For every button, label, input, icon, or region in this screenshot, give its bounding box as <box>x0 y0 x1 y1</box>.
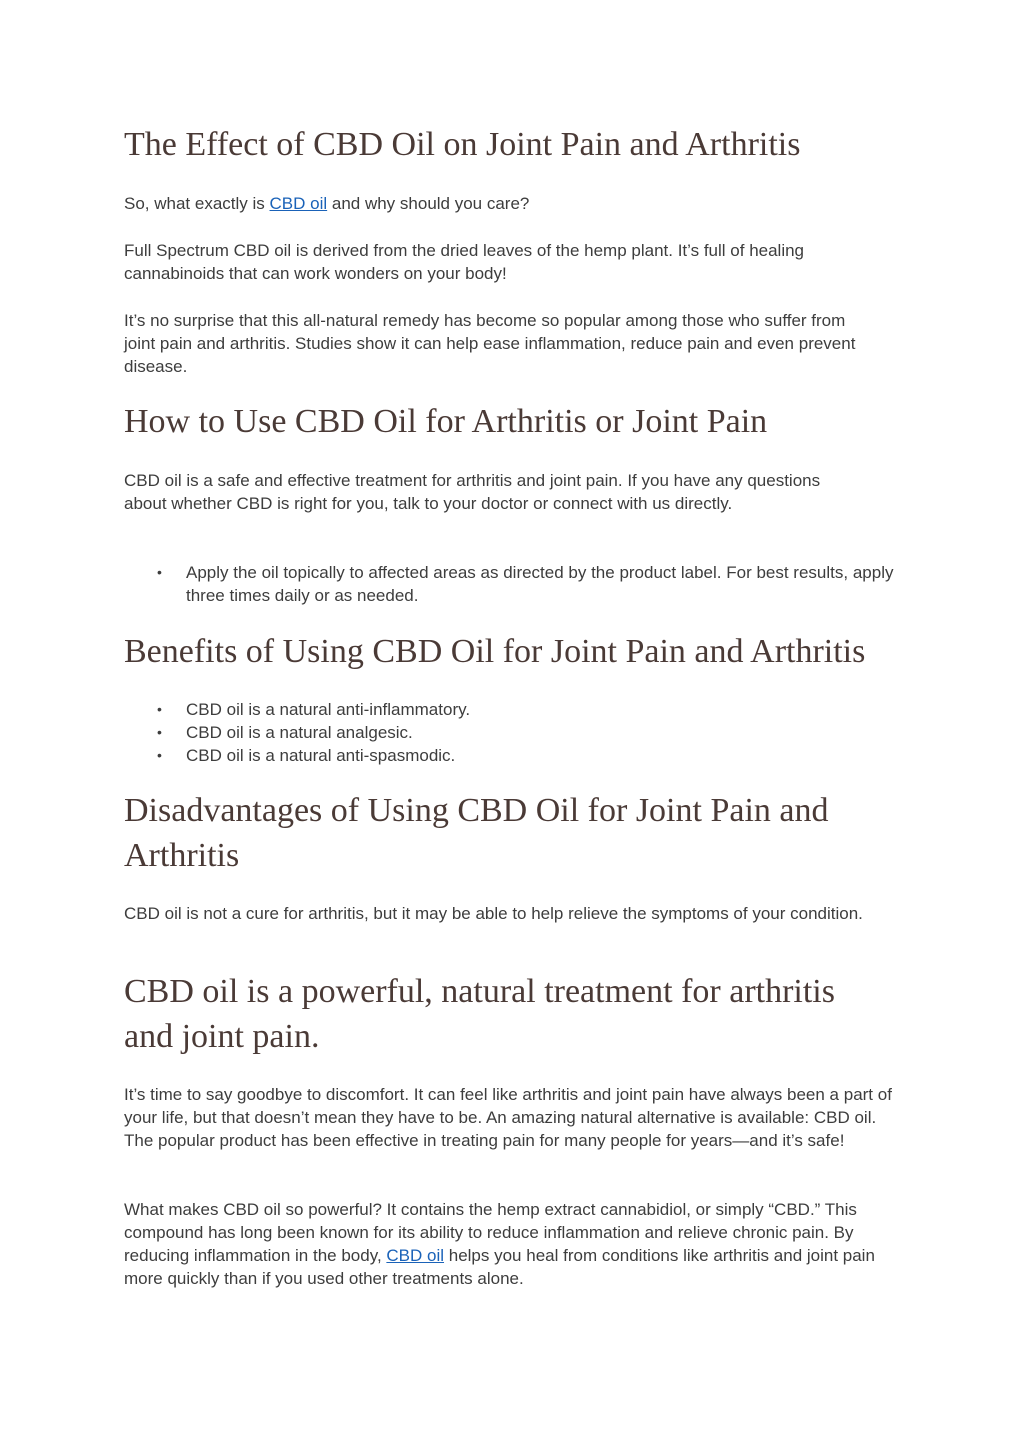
list-item-text: Apply the oil topically to affected areas as directed by the product label. For best results, apply three times daily or as needed. <box>186 563 894 605</box>
goodbye-discomfort-paragraph: It’s time to say goodbye to discomfort. It can feel like arthritis and joint pain have always been a part of your life, but that doesn’t mean they have to be. An amazing natural alternative is available: CBD oil. The popular product has been effective in treating pain for many people for years—and it’s safe! <box>124 1085 892 1150</box>
bullet-icon: • <box>157 747 162 763</box>
list-item-text: CBD oil is a natural analgesic. <box>186 723 413 742</box>
bullet-icon: • <box>157 724 162 740</box>
list-item <box>124 561 904 607</box>
intro-question <box>124 192 899 215</box>
bullet-icon: • <box>157 564 162 580</box>
heading-how-to-use: How to Use CBD Oil for Arthritis or Joint Pain <box>124 403 768 440</box>
powerful-text-before: What makes CBD oil so powerful? It contains the hemp extract cannabidiol, or simply “CBD.” This compound has long been known for its ability to reduce inflammation and relieve chronic pain. By reducing inflammation in the body, <box>124 1200 857 1265</box>
heading-disadvantages: Disadvantages of Using CBD Oil for Joint Pain and Arthritis <box>124 792 829 874</box>
cbd-oil-link[interactable]: CBD oil <box>386 1246 445 1265</box>
bullet-icon: • <box>157 701 162 717</box>
powerful-text-after: helps you heal from conditions like arthritis and joint pain more quickly than if you used other treatments alone. <box>124 1246 875 1288</box>
what-makes-powerful-paragraph <box>124 1198 892 1290</box>
not-a-cure-paragraph: CBD oil is not a cure for arthritis, but it may be able to help relieve the symptoms of your condition. <box>124 904 863 923</box>
intro-text-before: So, what exactly is <box>124 194 270 213</box>
list-item <box>124 744 904 767</box>
full-spectrum-paragraph: Full Spectrum CBD oil is derived from the dried leaves of the hemp plant. It’s full of healing cannabinoids that can work wonders on your body! <box>124 241 805 283</box>
popularity-paragraph: It’s no surprise that this all-natural remedy has become so popular among those who suffer from joint pain and arthritis. Studies show it can help ease inflammation, reduce pain and even prevent disease. <box>124 311 856 376</box>
list-item <box>124 698 904 721</box>
usage-list <box>124 561 904 607</box>
cbd-oil-link[interactable]: CBD oil <box>269 194 328 213</box>
intro-text-after: and why should you care? <box>327 194 530 213</box>
list-item-text: CBD oil is a natural anti-spasmodic. <box>186 746 456 765</box>
list-item <box>124 721 904 744</box>
safe-treatment-paragraph: CBD oil is a safe and effective treatment for arthritis and joint pain. If you have any questions about whether CBD is right for you, talk to your doctor or connect with us directly. <box>124 471 821 513</box>
heading-effect-of-cbd: The Effect of CBD Oil on Joint Pain and Arthritis <box>124 126 801 163</box>
benefits-list <box>124 698 904 767</box>
list-item-text: CBD oil is a natural anti-inflammatory. <box>186 700 471 719</box>
heading-benefits: Benefits of Using CBD Oil for Joint Pain and Arthritis <box>124 633 866 670</box>
heading-powerful-treatment: CBD oil is a powerful, natural treatment for arthritis and joint pain. <box>124 973 835 1055</box>
